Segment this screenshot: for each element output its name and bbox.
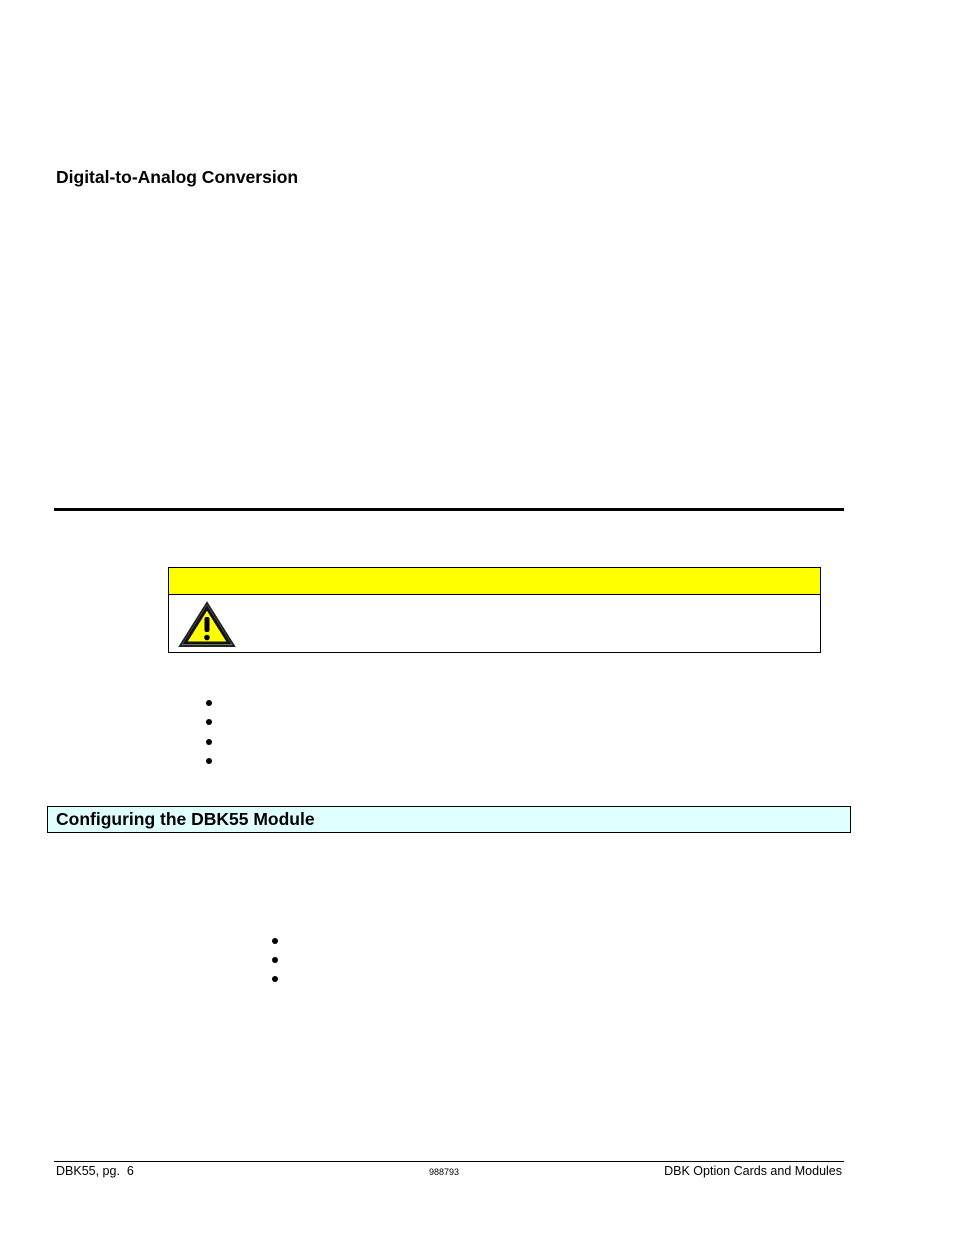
list-bullet	[272, 938, 278, 944]
warning-triangle-icon	[177, 600, 237, 648]
footer-doc-number: 988793	[429, 1167, 460, 1177]
caution-box	[168, 567, 821, 653]
caution-bar	[169, 568, 820, 595]
configuring-section-header: Configuring the DBK55 Module	[47, 806, 851, 833]
list-bullet	[272, 976, 278, 982]
footer-page-label: DBK55, pg. 6	[56, 1164, 134, 1178]
list-bullet	[206, 700, 212, 706]
footer-rule	[54, 1161, 844, 1162]
footer-manual-title: DBK Option Cards and Modules	[664, 1164, 842, 1178]
list-bullet	[206, 719, 212, 725]
dac-heading: Digital-to-Analog Conversion	[56, 167, 299, 187]
section-divider	[54, 508, 844, 511]
list-bullet	[206, 739, 212, 745]
list-bullet	[272, 957, 278, 963]
list-bullet	[206, 758, 212, 764]
